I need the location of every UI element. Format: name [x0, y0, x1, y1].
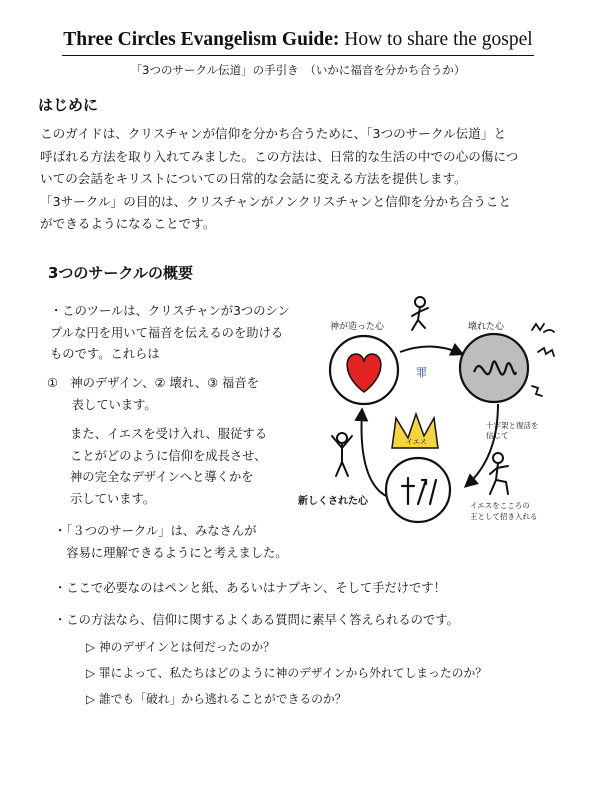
- bullet-easy-to-understand: [54, 521, 288, 564]
- bullet-line: 容易に理解できるようにと考えました。: [54, 545, 288, 560]
- bullet-tool-description: [50, 301, 290, 366]
- overview-heading: 3つのサークルの概要: [48, 264, 193, 282]
- title-bold: Three Circles Evangelism Guide:: [63, 29, 340, 50]
- question-item: ▷ 罪によって、私たちはどのように神のデザインから外れてしまったのか？: [86, 666, 488, 680]
- title-underline: [62, 55, 534, 56]
- intro-line: 呼ばれる方法を取り入れてみました。この方法は、日常的な生活の中での心の傷につ: [40, 148, 519, 164]
- intro-line: このガイドは、クリスチャンが信仰を分かち合うために、「3つのサークル伝道」と: [40, 126, 507, 141]
- extra-line: ことがどのように信仰を成長させ、: [70, 448, 267, 463]
- arrow-to-design: [362, 410, 387, 496]
- bullet-questions-intro: ・この方法なら、信仰に関するよくある質問に素早く答えられるのです。: [54, 613, 459, 627]
- stick-figure-icon: [412, 297, 428, 330]
- page-title: [0, 28, 596, 52]
- arrow-to-gospel: [466, 404, 498, 486]
- broken-circle: [460, 334, 528, 402]
- label-god-design: 神が造った心: [330, 322, 385, 332]
- three-circles-diagram: [298, 290, 592, 530]
- label-king-2: 王として招き入れる: [470, 512, 538, 521]
- extra-line: 示しています。: [70, 491, 156, 506]
- label-cross-resurrection-1: 十字架と復活を: [486, 421, 539, 430]
- question-item: ▷ 神のデザインとは何だったのか？: [86, 640, 275, 654]
- bullet-line: ・「３つのサークル」は、みなさんが: [54, 524, 257, 538]
- bullet-line: プルな円を用いて福音を伝えるのを助ける: [50, 325, 284, 340]
- label-jesus: イエス: [406, 438, 427, 446]
- intro-line: ができるようになることです。: [40, 216, 216, 231]
- intro-heading: はじめに: [38, 96, 99, 114]
- title-rest: How to share the gospel: [339, 29, 533, 50]
- label-cross-resurrection-2: 信じて: [486, 431, 509, 440]
- numbered-list-line: 表しています。: [47, 397, 157, 412]
- bullet-line: ・このツールは、クリスチャンが3つのシン: [50, 304, 290, 318]
- question-item: ▷ 誰でも「破れ」から逃れることができるのか？: [86, 692, 347, 706]
- bullet-extra-paragraph: [70, 424, 267, 510]
- bullet-line: ものです。これらは: [50, 347, 160, 361]
- bullet-materials: ・ここで必要なのはペンと紙、あるいはナプキン、そして手だけです！: [54, 581, 446, 595]
- intro-line: いての会話をキリストについての日常的な会話に変える方法を提供します。: [40, 171, 467, 186]
- numbered-list: [47, 373, 259, 416]
- extra-line: また、イエスを受け入れ、服従する: [70, 427, 267, 441]
- label-sin: 罪: [416, 366, 427, 379]
- extra-line: 神の完全なデザインへと導くかを: [70, 470, 254, 484]
- label-king-1: イエスをこころの: [470, 501, 530, 510]
- sin-arrow: [400, 346, 462, 354]
- page-subtitle: 「3つのサークル伝道」の手引き （いかに福音を分かち合うか）: [130, 63, 466, 77]
- intro-paragraph: [40, 123, 570, 236]
- label-broken-heart: 壊れた心: [468, 322, 505, 332]
- joyful-figure-icon: [332, 433, 352, 476]
- kneeling-figure-icon: [490, 453, 508, 494]
- intro-line: 「3サークル」の目的は、クリスチャンがノンクリスチャンと信仰を分かち合うこと: [40, 193, 512, 209]
- squiggle-lines-icon: [532, 324, 554, 396]
- numbered-list-line: ① 神のデザイン、② 壊れ、③ 福音を: [47, 376, 259, 390]
- design-circle: [330, 336, 398, 404]
- label-renewed-heart: 新しくされた心: [298, 496, 368, 507]
- gospel-circle: [386, 458, 450, 522]
